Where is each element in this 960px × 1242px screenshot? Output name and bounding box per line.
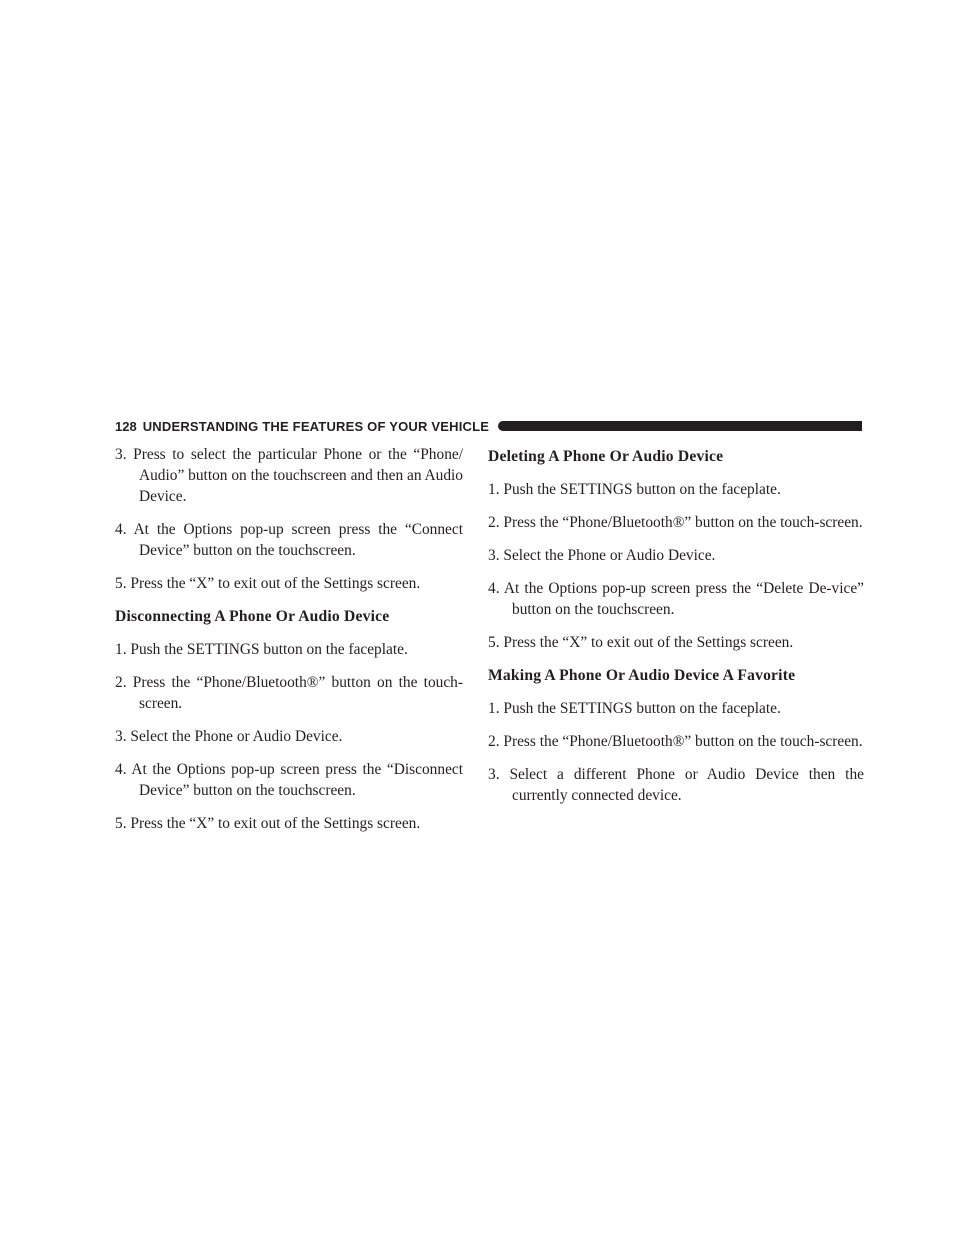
list-item [115,639,463,660]
item-text: Press the “X” to exit out of the Settings screen. [130,815,421,832]
list-item [488,698,864,719]
section-title: UNDERSTANDING THE FEATURES OF YOUR VEHICLE [142,418,490,434]
item-text: Press the “Phone/Bluetooth®” button on the touch-screen. [132,674,463,712]
header-rule [498,421,862,431]
item-text: Press the “X” to exit out of the Settings screen. [503,634,794,651]
item-number: 4. [115,521,127,538]
list-item [115,672,463,714]
item-number: 2. [488,733,500,750]
item-number: 4. [488,580,500,597]
item-text: At the Options pop-up screen press the “Connect Device” button on the touchscreen. [133,521,463,559]
item-text: Push the SETTINGS button on the faceplate. [503,700,781,717]
section-heading-favorite: Making A Phone Or Audio Device A Favorite [488,667,796,684]
list-item [115,726,463,747]
item-text: Press to select the particular Phone or the “Phone/ Audio” button on the touchscreen and then an Audio Device. [133,446,463,505]
item-text: Press the “Phone/Bluetooth®” button on the touch-screen. [503,733,863,750]
item-text: At the Options pop-up screen press the “Disconnect Device” button on the touchscreen. [131,761,464,799]
list-item [488,632,864,653]
list-item [115,573,463,594]
list-item [488,578,864,620]
item-number: 5. [488,634,500,651]
list-item [488,545,864,566]
right-column [488,444,864,818]
item-number: 3. [488,547,500,564]
list-item [488,764,864,806]
list-item [115,759,463,801]
page-header [115,419,862,433]
list-item [488,479,864,500]
item-text: Push the SETTINGS button on the faceplate. [130,641,408,658]
page-number: 128 [115,418,137,434]
item-number: 2. [488,514,500,531]
item-number: 4. [115,761,127,778]
list-item [488,731,864,752]
item-number: 3. [488,766,500,783]
item-number: 5. [115,575,127,592]
item-number: 5. [115,815,127,832]
item-text: Select the Phone or Audio Device. [503,547,716,564]
section-heading-delete: Deleting A Phone Or Audio Device [488,448,724,465]
item-text: At the Options pop-up screen press the “Delete De-vice” button on the touchscreen. [503,580,864,618]
item-number: 1. [488,481,500,498]
item-text: Press the “Phone/Bluetooth®” button on the touch-screen. [503,514,863,531]
list-item [115,519,463,561]
item-number: 3. [115,446,127,463]
item-number: 1. [488,700,500,717]
item-number: 3. [115,728,127,745]
item-text: Select a different Phone or Audio Device then the currently connected device. [509,766,864,804]
item-text: Select the Phone or Audio Device. [130,728,343,745]
list-item [115,813,463,834]
item-text: Press the “X” to exit out of the Settings screen. [130,575,421,592]
item-number: 2. [115,674,127,691]
section-heading-disconnect: Disconnecting A Phone Or Audio Device [115,608,390,625]
list-item [115,444,463,507]
item-number: 1. [115,641,127,658]
item-text: Push the SETTINGS button on the faceplate. [503,481,781,498]
list-item [488,512,864,533]
left-column [115,444,463,846]
